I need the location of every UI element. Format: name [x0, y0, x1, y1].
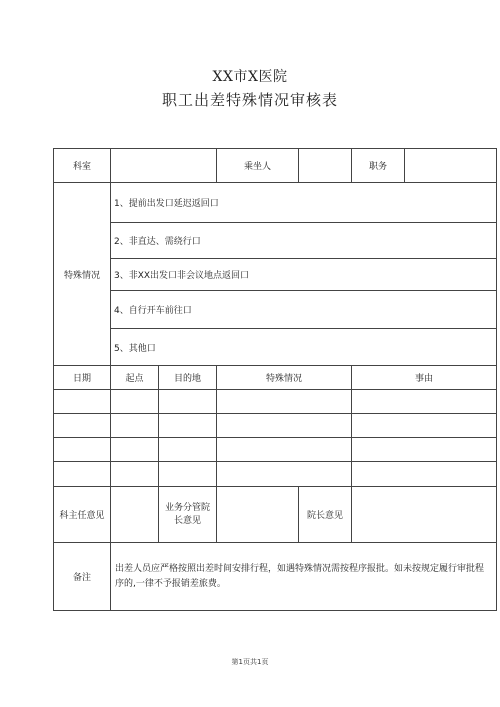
- date-cell[interactable]: [54, 414, 111, 438]
- origin-cell[interactable]: [111, 462, 159, 487]
- special-label: 特殊情况: [54, 183, 111, 366]
- table-row: [54, 414, 497, 438]
- special-item-5: 5、其他口: [111, 329, 497, 366]
- remark-row: [54, 543, 497, 611]
- col-date: 日期: [54, 366, 111, 390]
- director-opinion-value[interactable]: [111, 487, 159, 543]
- special-row-4: [54, 291, 497, 329]
- dept-label: 科室: [54, 149, 111, 183]
- dept-value[interactable]: [111, 149, 217, 183]
- rider-value[interactable]: [299, 149, 352, 183]
- col-special: 特殊情况: [217, 366, 352, 390]
- destination-cell[interactable]: [159, 462, 217, 487]
- table-row: [54, 462, 497, 487]
- opinion-row: [54, 487, 497, 543]
- special-row-2: [54, 223, 497, 259]
- special-item-4: 4、自行开车前往口: [111, 291, 497, 329]
- origin-cell[interactable]: [111, 438, 159, 462]
- table-row: [54, 438, 497, 462]
- special-row-3: [54, 259, 497, 291]
- reason-cell[interactable]: [352, 390, 497, 414]
- destination-cell[interactable]: [159, 414, 217, 438]
- president-opinion-value[interactable]: [352, 487, 497, 543]
- col-destination: 目的地: [159, 366, 217, 390]
- page-number: 第1页共1页: [231, 658, 269, 666]
- remark-label: 备注: [54, 543, 111, 611]
- rider-label: 乘坐人: [217, 149, 299, 183]
- col-reason: 事由: [352, 366, 497, 390]
- special-row-5: [54, 329, 497, 366]
- special-cell[interactable]: [217, 438, 352, 462]
- remark-text: 出差人员应严格按照出差时间安排行程，如遇特殊情况需按程序报批。如未按规定履行审批程序的,一律不予报销差旅费。: [111, 543, 497, 611]
- table-row: [54, 390, 497, 414]
- special-cell[interactable]: [217, 390, 352, 414]
- origin-cell[interactable]: [111, 390, 159, 414]
- director-opinion-label: 科主任意见: [54, 487, 111, 543]
- special-cell[interactable]: [217, 462, 352, 487]
- position-value[interactable]: [405, 149, 497, 183]
- reason-cell[interactable]: [352, 414, 497, 438]
- destination-cell[interactable]: [159, 390, 217, 414]
- vp-opinion-label: 业务分管院长意见: [159, 487, 217, 543]
- destination-cell[interactable]: [159, 438, 217, 462]
- special-row-1: [54, 183, 497, 223]
- special-item-2: 2、非直达、需绕行口: [111, 223, 497, 259]
- form-title: 职工出差特殊情况审核表: [161, 91, 338, 109]
- reason-cell[interactable]: [352, 438, 497, 462]
- special-item-1: 1、提前出发口延迟返回口: [111, 183, 497, 223]
- date-cell[interactable]: [54, 462, 111, 487]
- reason-cell[interactable]: [352, 462, 497, 487]
- col-origin: 起点: [111, 366, 159, 390]
- date-cell[interactable]: [54, 438, 111, 462]
- origin-cell[interactable]: [111, 414, 159, 438]
- special-item-3: 3、非XX出发口非会议地点返回口: [111, 259, 497, 291]
- hospital-name: XX市X医院: [212, 69, 288, 85]
- row-header-info: [54, 149, 497, 183]
- president-opinion-label: 院长意见: [299, 487, 352, 543]
- position-label: 职务: [352, 149, 405, 183]
- vp-opinion-value[interactable]: [217, 487, 299, 543]
- trip-column-header: [54, 366, 497, 390]
- audit-form-table: [53, 148, 497, 611]
- special-cell[interactable]: [217, 414, 352, 438]
- date-cell[interactable]: [54, 390, 111, 414]
